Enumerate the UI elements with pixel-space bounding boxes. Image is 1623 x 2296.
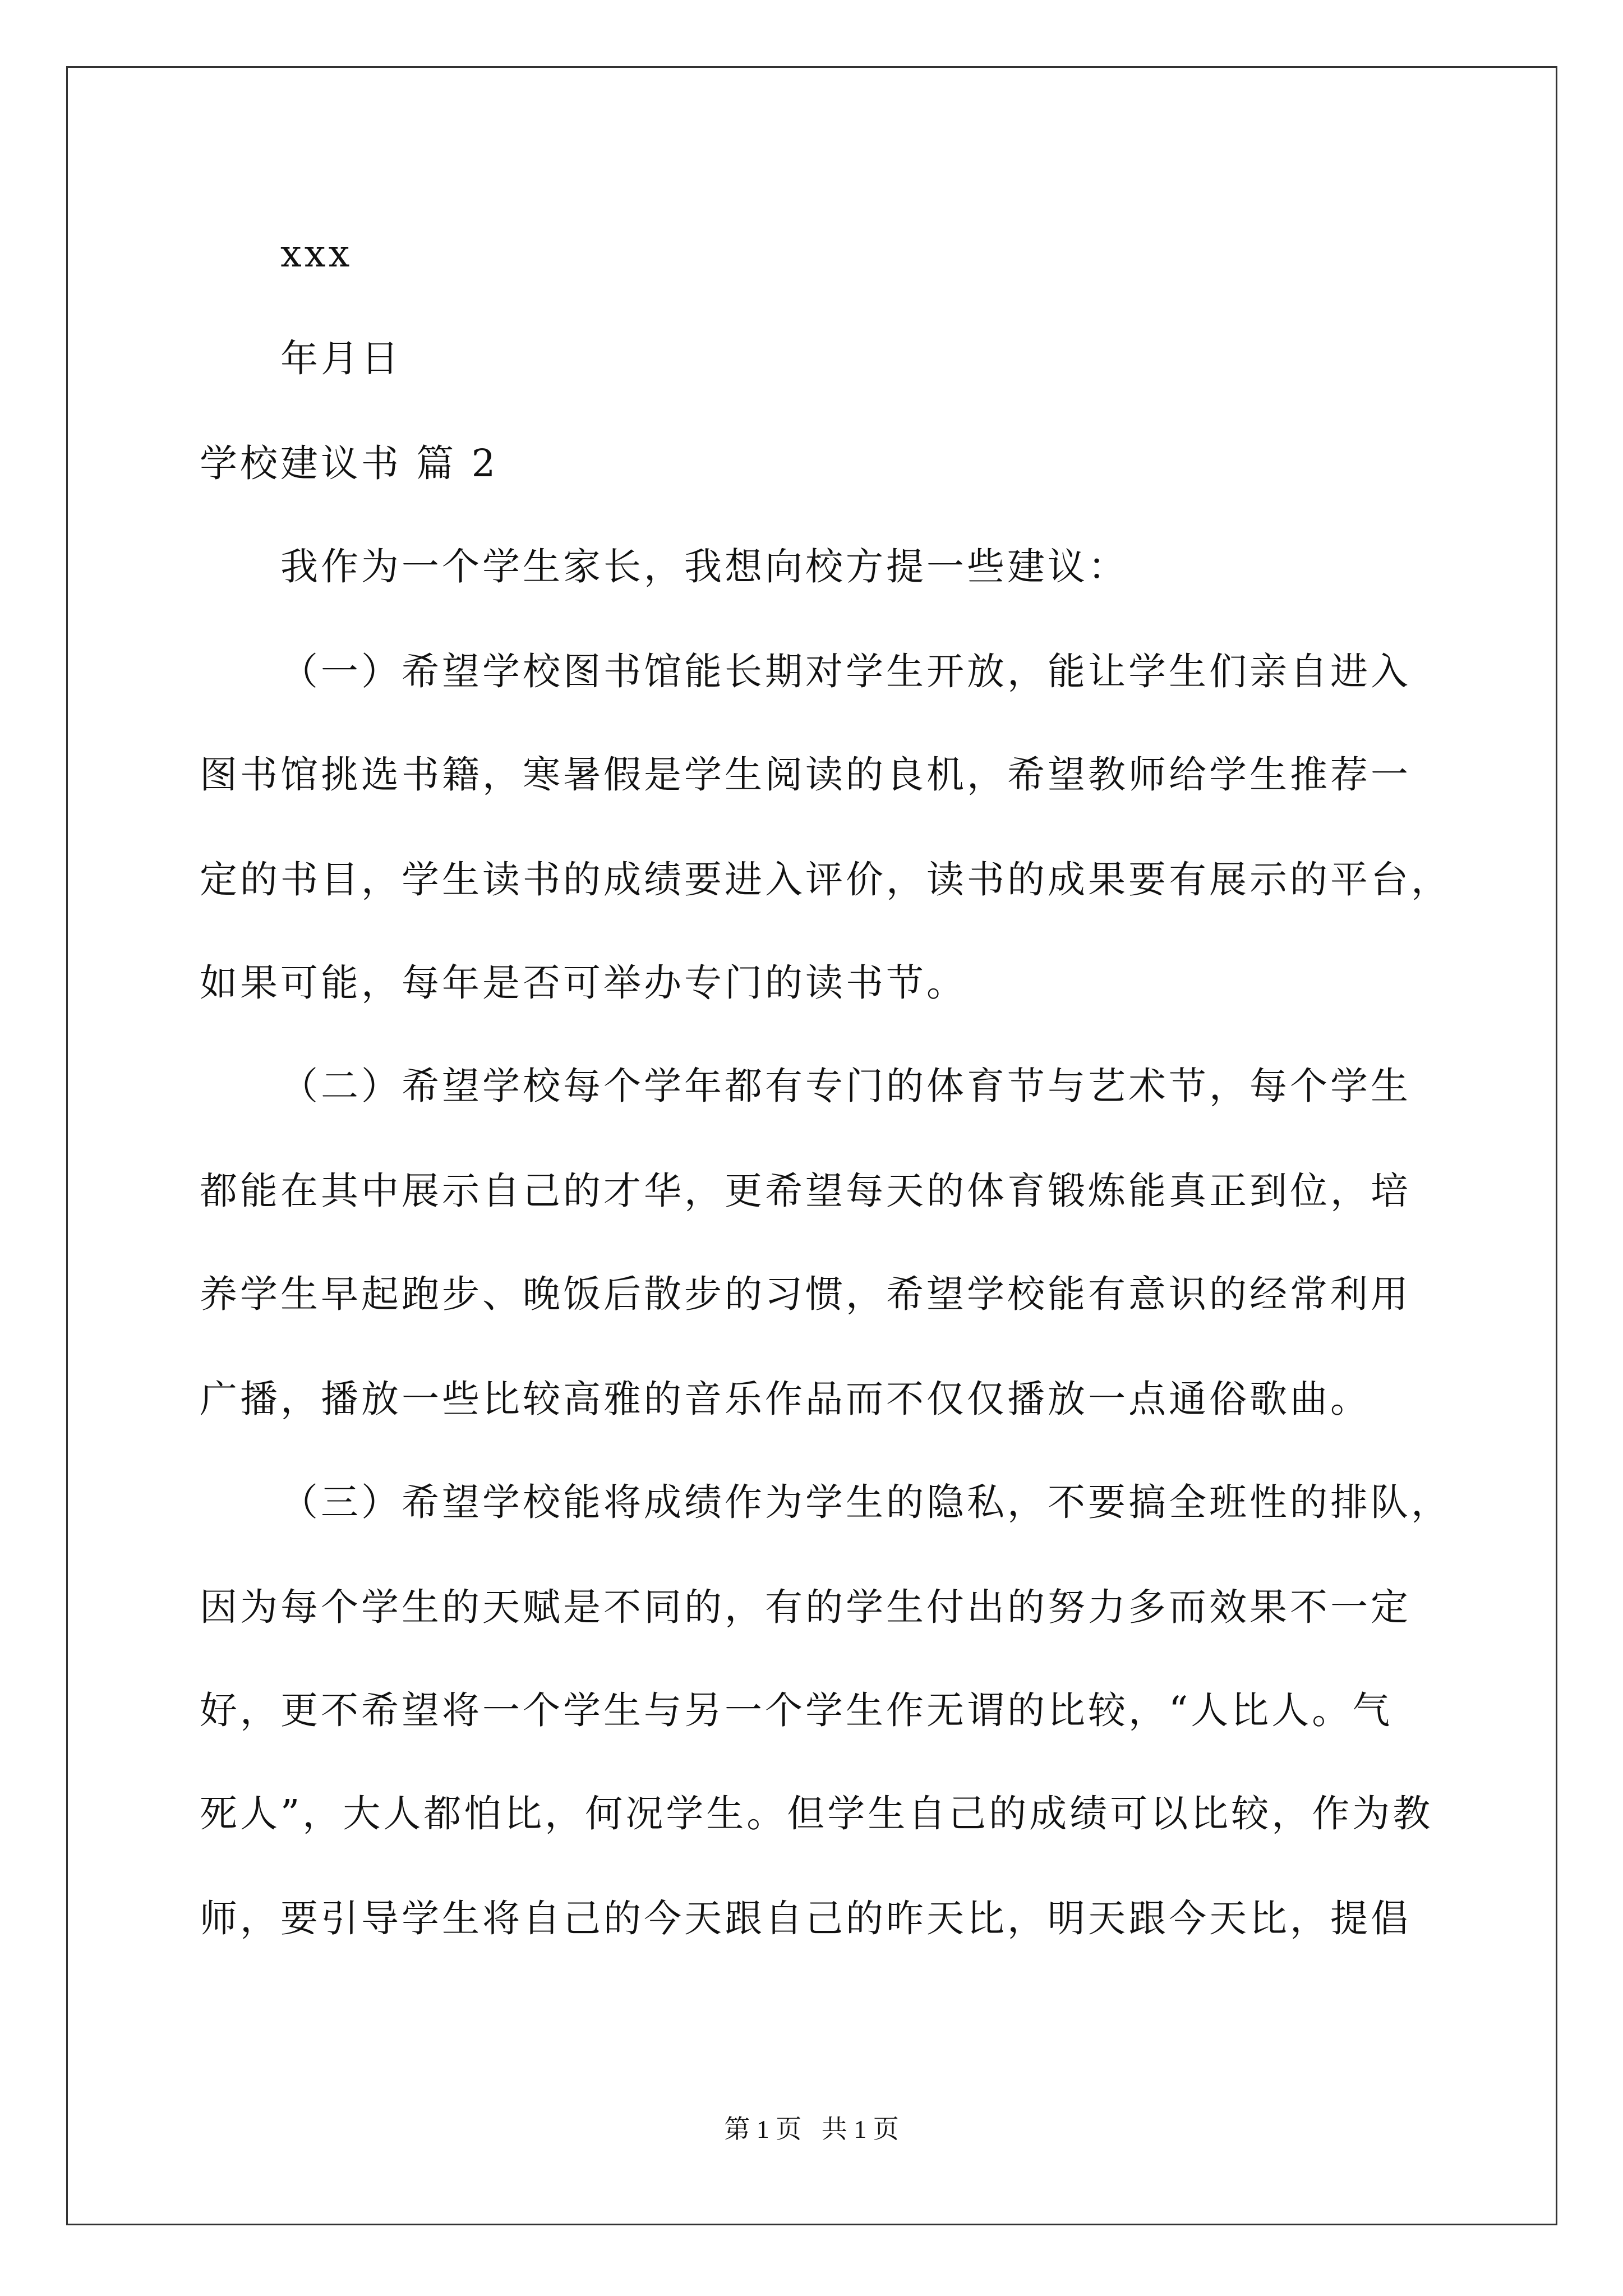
paragraph-line: 广播，播放一些比较高雅的音乐作品而不仅仅播放一点通俗歌曲。 <box>200 1377 1371 1421</box>
paragraph-line: 养学生早起跑步、晚饭后散步的习惯，希望学校能有意识的经常利用 <box>200 1272 1411 1316</box>
signature-line: xxx <box>280 232 353 275</box>
page-number: 第 1 页 <box>724 2115 802 2143</box>
paragraph-line: 都能在其中展示自己的才华，更希望每天的体育锻炼能真正到位，培 <box>200 1169 1411 1213</box>
paragraph-line: 定的书目，学生读书的成绩要进入评价，读书的成果要有展示的平台， <box>200 858 1451 901</box>
page-total: 共 1 页 <box>821 2115 899 2143</box>
paragraph-line: 如果可能，每年是否可举办专门的读书节。 <box>200 961 967 1005</box>
paragraph-line: 好，更不希望将一个学生与另一个学生作无谓的比较，“人比人。气 <box>200 1688 1393 1732</box>
paragraph-line: （二）希望学校每个学年都有专门的体育节与艺术节，每个学生 <box>280 1064 1411 1108</box>
paragraph-line: （三）希望学校能将成绩作为学生的隐私，不要搞全班性的排队， <box>280 1480 1451 1524</box>
paragraph-line: 死人”，大人都怕比，何况学生。但学生自己的成绩可以比较，作为教 <box>200 1792 1433 1835</box>
paragraph-line: 师，要引导学生将自己的今天跟自己的昨天比，明天跟今天比，提倡 <box>200 1897 1411 1940</box>
date-line: 年月日 <box>280 337 402 380</box>
paragraph-line: 图书馆挑选书籍，寒暑假是学生阅读的良机，希望教师给学生推荐一 <box>200 753 1411 797</box>
intro-paragraph: 我作为一个学生家长，我想向校方提一些建议： <box>280 545 1128 588</box>
paragraph-line: 因为每个学生的天赋是不同的，有的学生付出的努力多而效果不一定 <box>200 1585 1411 1629</box>
paragraph-line: （一）希望学校图书馆能长期对学生开放，能让学生们亲自进入 <box>280 650 1411 693</box>
section-heading: 学校建议书 篇 2 <box>200 441 499 485</box>
page-footer <box>0 2114 1623 2145</box>
